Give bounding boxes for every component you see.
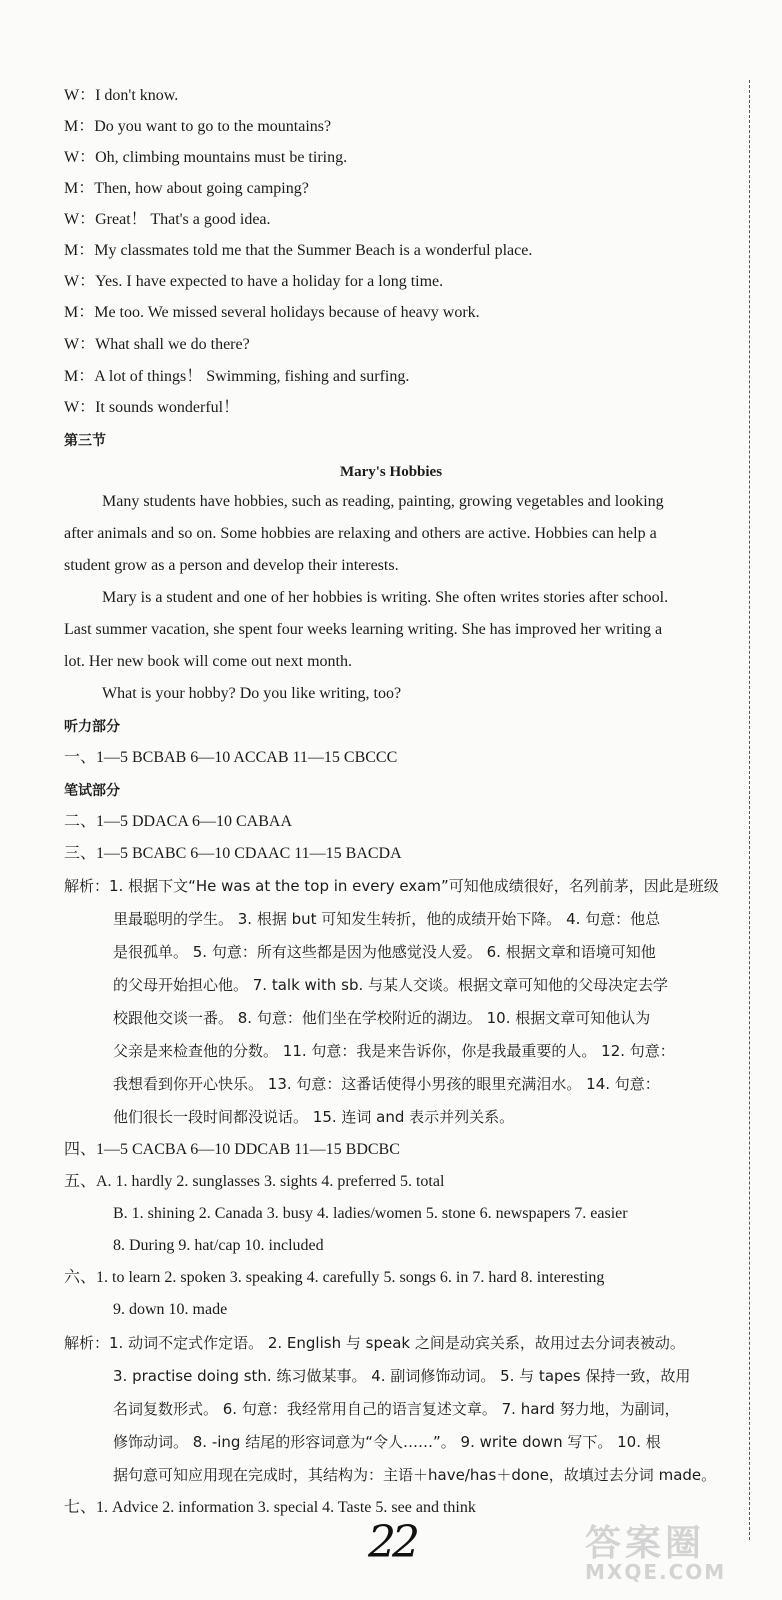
explanation-line: 据句意可知应用现在完成时，其结构为：主语＋have/has＋done，故填过去分词 made。 [113, 1466, 717, 1484]
dialogue-line: M：My classmates told me that the Summer Beach is a wonderful place. [64, 242, 533, 259]
dialogue-line: W：It sounds wonderful！ [64, 399, 240, 416]
passage-line: Mary is a student and one of her hobbies is writing. She often writes stories after school. [102, 589, 669, 606]
answer-line: 五、A. 1. hardly 2. sunglasses 3. sights 4. preferred 5. total [64, 1173, 445, 1190]
answer-line: B. 1. shining 2. Canada 3. busy 4. ladies/women 5. stone 6. newspapers 7. easier [113, 1205, 628, 1222]
dialogue-line: W：I don't know. [64, 87, 179, 104]
section-heading: 第三节 [64, 433, 106, 449]
answer-line: 9. down 10. made [113, 1301, 228, 1318]
watermark-url: MXQE.COM [585, 1560, 727, 1584]
passage-line: What is your hobby? Do you like writing, too? [102, 685, 402, 702]
answer-line: 四、1—5 CACBA 6—10 DDCAB 11—15 BDCBC [64, 1141, 400, 1158]
explanation-line: 父亲是来检查他的分数。 11. 句意：我是来告诉你，你是我最重要的人。 12. 句意： [113, 1042, 675, 1060]
answer-line: 二、1—5 DDACA 6—10 CABAA [64, 813, 293, 830]
explanation-line: 是很孤单。 5. 句意：所有这些都是因为他感觉没人爱。 6. 根据文章和语境可知他 [113, 943, 656, 961]
passage-line: Last summer vacation, she spent four weeks learning writing. She has improved her writing a [64, 621, 663, 638]
answer-line: 8. During 9. hat/cap 10. included [113, 1237, 324, 1254]
handwritten-page-number: 22 [368, 1517, 416, 1568]
explanation-line: 3. practise doing sth. 练习做某事。 4. 副词修饰动词。 5. 与 tapes 保持一致，故用 [113, 1367, 691, 1385]
section-heading: 听力部分 [64, 719, 120, 735]
answer-line: 三、1—5 BCABC 6—10 CDAAC 11—15 BACDA [64, 845, 402, 862]
answer-line: 六、1. to learn 2. spoken 3. speaking 4. carefully 5. songs 6. in 7. hard 8. interesting [64, 1269, 605, 1286]
passage-title: Mary's Hobbies [339, 464, 443, 480]
explanation-line: 解析：1. 动词不定式作定语。 2. English 与 speak 之间是动宾关系，故用过去分词表被动。 [64, 1334, 685, 1352]
watermark-logo-text: 答案圈 [585, 1523, 706, 1564]
explanation-line: 里最聪明的学生。 3. 根据 but 可知发生转折，他的成绩开始下降。 4. 句意：他总 [113, 910, 661, 928]
dialogue-line: M：A lot of things！ Swimming, fishing and surfing. [64, 368, 410, 385]
answer-line: 一、1—5 BCBAB 6—10 ACCAB 11—15 CBCCC [64, 749, 398, 766]
dialogue-line: M：Do you want to go to the mountains? [64, 118, 332, 135]
passage-line: student grow as a person and develop their interests. [64, 557, 399, 574]
binding-margin-line [749, 80, 750, 1540]
explanation-line: 我想看到你开心快乐。 13. 句意：这番话使得小男孩的眼里充满泪水。 14. 句意： [113, 1075, 660, 1093]
answer-line: 七、1. Advice 2. information 3. special 4. Taste 5. see and think [64, 1499, 476, 1516]
dialogue-line: M：Then, how about going camping? [64, 180, 309, 197]
explanation-line: 解析：1. 根据下文“He was at the top in every exam”可知他成绩很好，名列前茅，因此是班级 [64, 877, 719, 895]
site-watermark [585, 1515, 775, 1595]
dialogue-line: W：What shall we do there? [64, 336, 250, 353]
explanation-line: 他们很长一段时间都没说话。 15. 连词 and 表示并列关系。 [113, 1108, 515, 1126]
dialogue-line: W：Oh, climbing mountains must be tiring. [64, 149, 348, 166]
explanation-line: 修饰动词。 8. -ing 结尾的形容词意为“令人……”。 9. write down 写下。 10. 根 [113, 1433, 661, 1451]
dialogue-line: M：Me too. We missed several holidays because of heavy work. [64, 304, 480, 321]
section-heading: 笔试部分 [64, 783, 120, 799]
passage-line: after animals and so on. Some hobbies are relaxing and others are active. Hobbies can help a [64, 525, 657, 542]
dialogue-line: W：Great！ That's a good idea. [64, 211, 271, 228]
explanation-line: 名词复数形式。 6. 句意：我经常用自己的语言复述文章。 7. hard 努力地，为副词， [113, 1400, 680, 1418]
passage-line: Many students have hobbies, such as reading, painting, growing vegetables and looking [102, 493, 664, 510]
dialogue-line: W：Yes. I have expected to have a holiday for a long time. [64, 273, 444, 290]
explanation-line: 校跟他交谈一番。 8. 句意：他们坐在学校附近的湖边。 10. 根据文章可知他认为 [113, 1009, 651, 1027]
explanation-line: 的父母开始担心他。 7. talk with sb. 与某人交谈。根据文章可知他的父母决定去学 [113, 976, 669, 994]
passage-line: lot. Her new book will come out next month. [64, 653, 352, 670]
